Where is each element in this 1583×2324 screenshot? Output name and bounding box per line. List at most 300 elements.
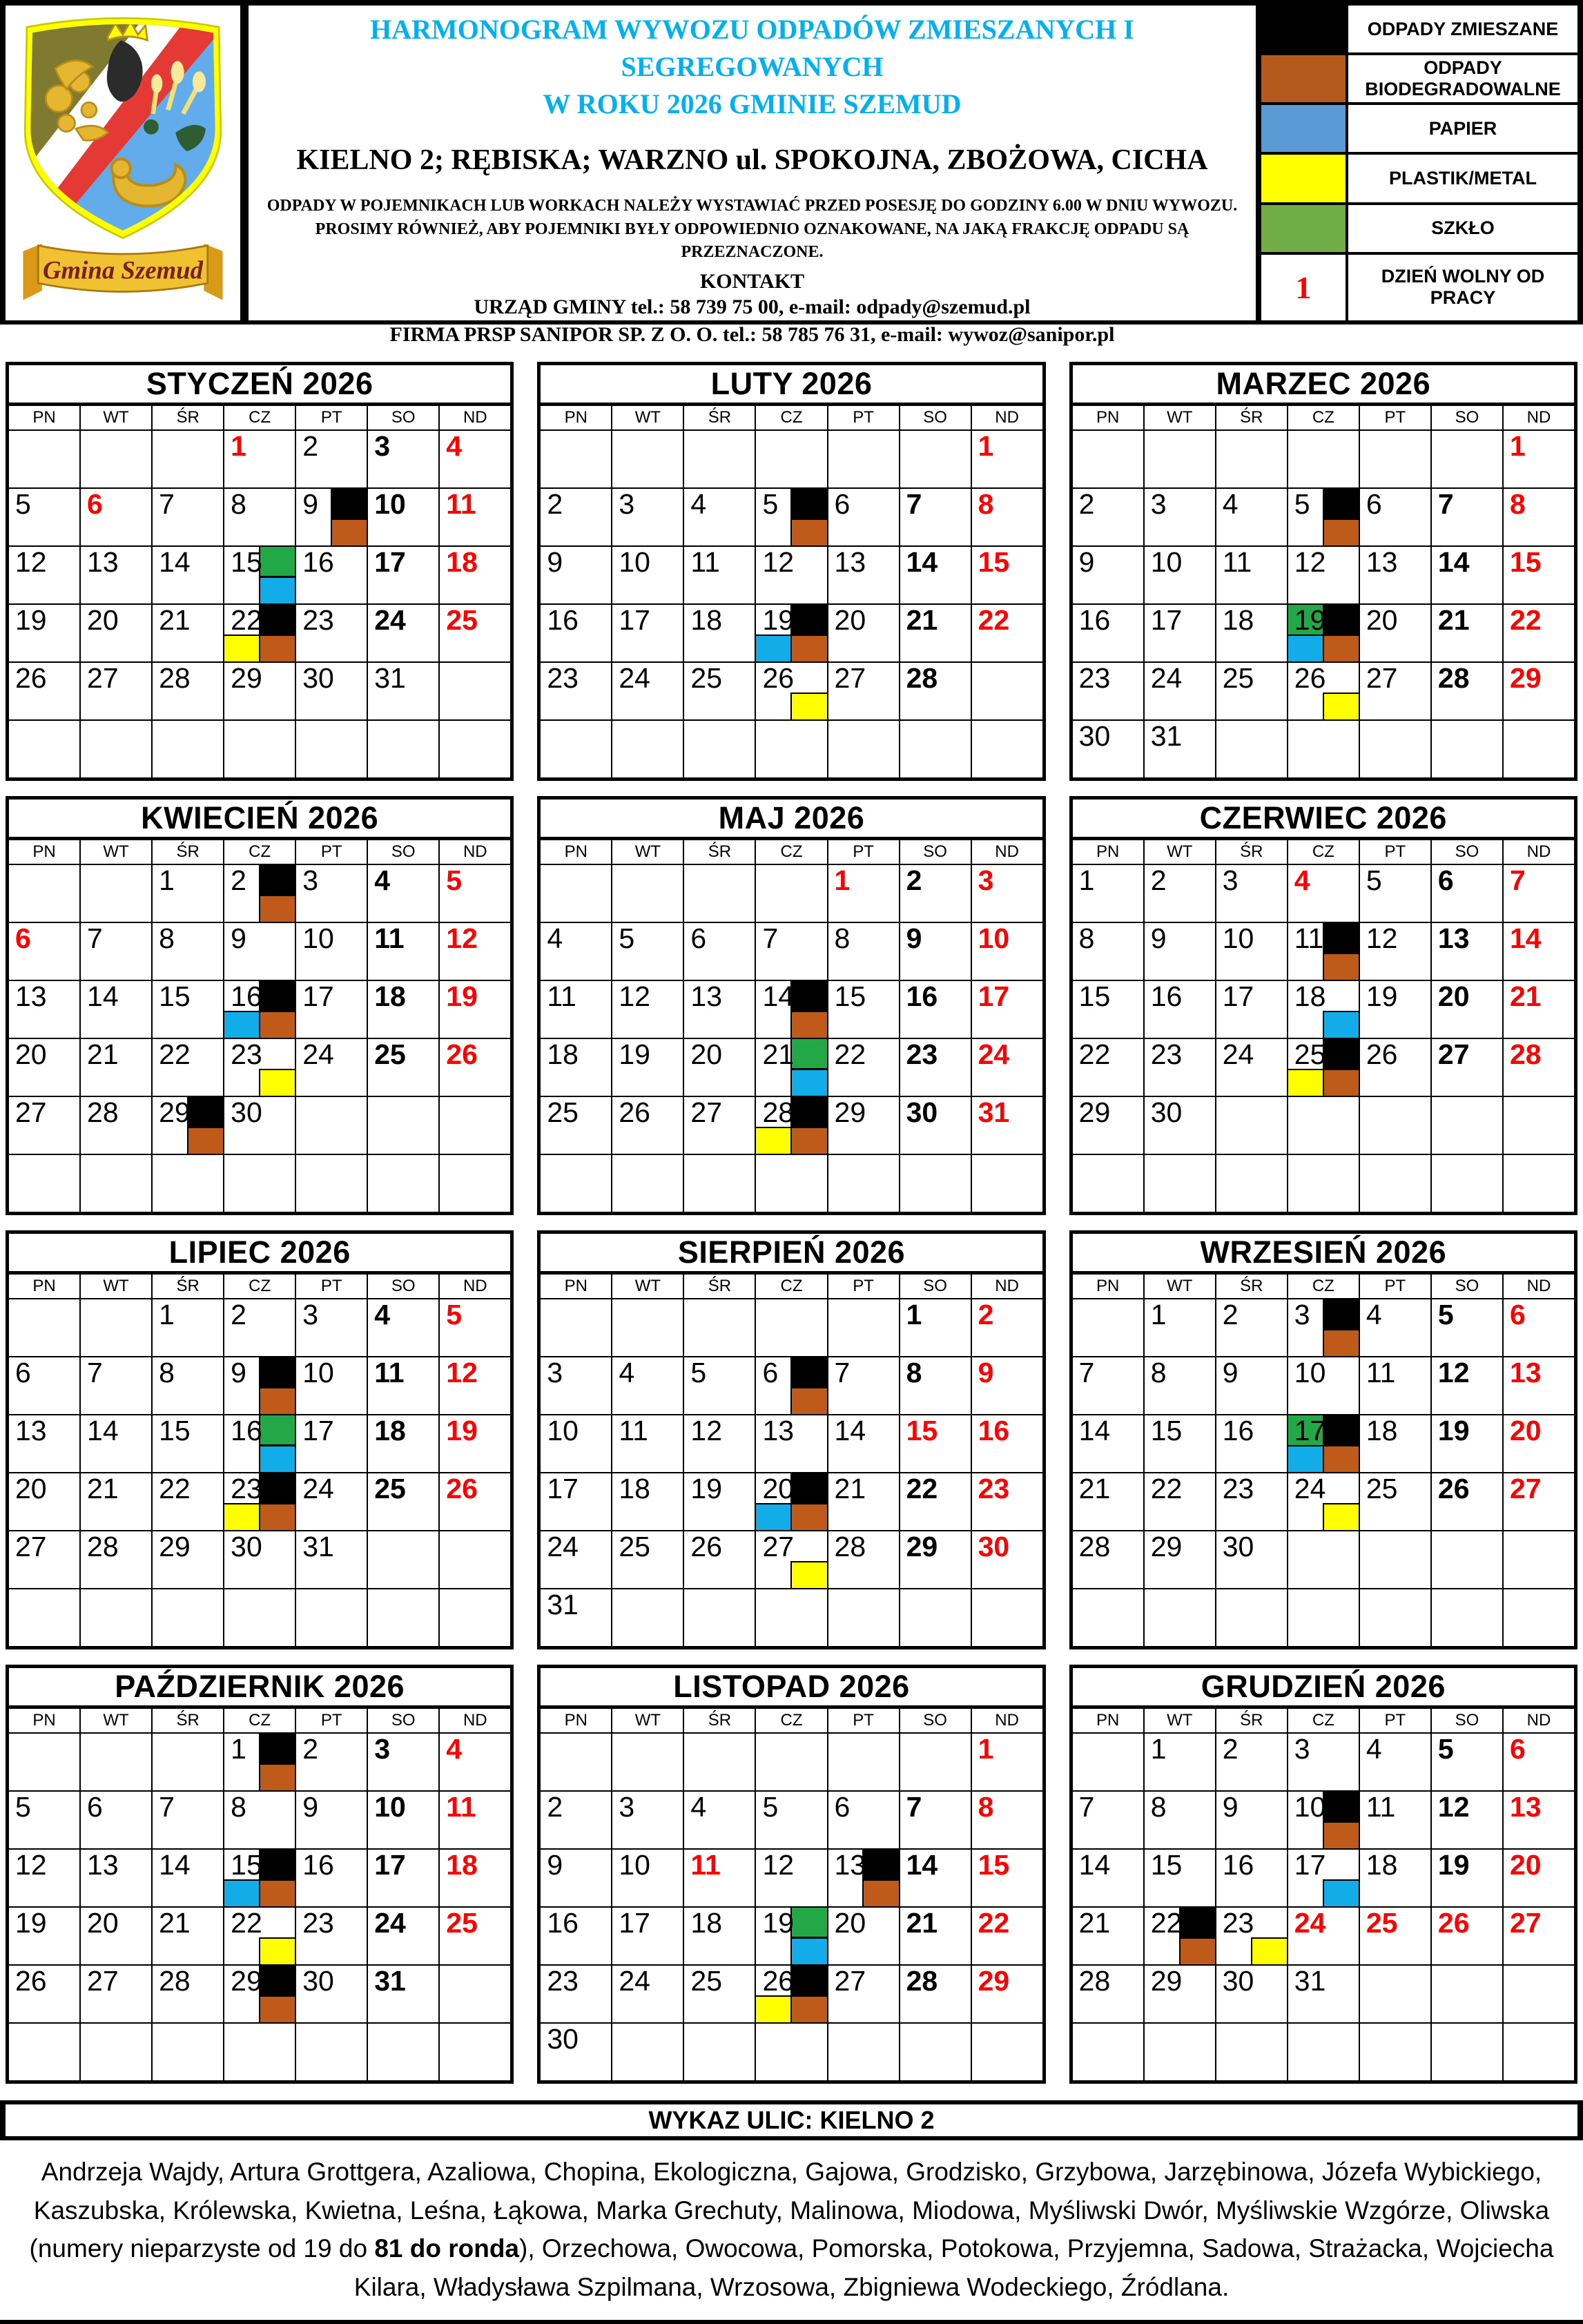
day-of-week-header: ŚR xyxy=(684,1709,755,1732)
month-5 xyxy=(1069,796,1577,1215)
day-number: 29 xyxy=(1078,1096,1111,1128)
day-cell xyxy=(756,1473,826,1530)
day-cell xyxy=(153,1850,223,1906)
day-cell xyxy=(1504,547,1574,603)
day-number: 4 xyxy=(446,430,463,462)
day-cell xyxy=(1288,1299,1359,1356)
day-number: 3 xyxy=(978,864,994,896)
day-number: 12 xyxy=(1294,546,1326,578)
day-cell xyxy=(224,923,295,980)
day-cell xyxy=(756,1850,826,1906)
day-cell xyxy=(81,1850,151,1906)
day-number: 7 xyxy=(906,1791,922,1823)
day-cell xyxy=(1360,865,1430,922)
day-number: 7 xyxy=(1437,488,1454,520)
month-6 xyxy=(6,1230,514,1649)
day-number: 17 xyxy=(547,1473,579,1504)
month-7 xyxy=(537,1230,1045,1649)
day-cell xyxy=(1073,431,1143,487)
day-cell xyxy=(1360,1039,1430,1096)
pickup-marker-brown xyxy=(790,1387,828,1415)
day-number: 21 xyxy=(87,1473,119,1504)
day-number: 7 xyxy=(87,922,103,954)
pickup-marker-brown xyxy=(1323,519,1360,547)
pickup-marker-black xyxy=(259,1848,296,1880)
day-cell xyxy=(368,1415,438,1472)
month-10 xyxy=(537,1665,1045,2084)
pickup-marker-blue xyxy=(1287,635,1324,663)
pickup-marker-brown xyxy=(1323,953,1360,981)
day-cell xyxy=(1360,1850,1430,1906)
day-cell xyxy=(1504,1734,1574,1790)
day-number: 31 xyxy=(978,1096,1010,1128)
day-number: 29 xyxy=(231,662,262,694)
day-number: 28 xyxy=(1078,1965,1111,1997)
day-number: 8 xyxy=(1150,1357,1167,1388)
day-number: 26 xyxy=(1294,662,1326,694)
day-cell xyxy=(684,721,755,777)
day-number: 24 xyxy=(1294,1473,1326,1504)
day-cell xyxy=(828,1792,899,1848)
pickup-marker-black xyxy=(1323,1298,1360,1330)
day-number: 4 xyxy=(446,1733,463,1765)
day-number: 21 xyxy=(762,1038,795,1070)
day-cell xyxy=(541,1589,611,1646)
day-cell xyxy=(1073,1531,1143,1588)
day-number: 1 xyxy=(834,864,851,896)
day-number: 24 xyxy=(1294,1907,1326,1939)
day-cell xyxy=(1073,1097,1143,1154)
day-number: 22 xyxy=(906,1473,938,1504)
day-cell xyxy=(1432,1792,1502,1848)
day-cell xyxy=(900,1357,971,1414)
day-cell xyxy=(541,1039,611,1096)
day-number: 1 xyxy=(1078,864,1095,896)
day-number: 14 xyxy=(1078,1849,1111,1881)
day-number: 15 xyxy=(231,546,262,578)
day-cell xyxy=(368,547,438,603)
pickup-marker-brown xyxy=(790,1127,828,1155)
day-cell xyxy=(1504,1415,1574,1472)
day-number: 7 xyxy=(1078,1357,1095,1388)
day-cell xyxy=(1504,1531,1574,1588)
day-cell xyxy=(612,1097,683,1154)
day-number: 24 xyxy=(619,662,650,694)
page-title-line2: W ROKU 2026 GMINIE SZEMUD xyxy=(543,88,962,119)
day-of-week-header: CZ xyxy=(756,406,826,429)
day-cell xyxy=(1432,605,1502,661)
day-cell xyxy=(828,489,899,545)
day-cell xyxy=(224,1531,295,1588)
day-cell xyxy=(296,923,367,980)
day-number: 10 xyxy=(619,1849,650,1881)
month-title: GRUDZIEŃ 2026 xyxy=(1073,1668,1574,1709)
day-cell xyxy=(81,1415,151,1472)
day-number: 23 xyxy=(1222,1473,1254,1504)
day-cell xyxy=(81,1734,151,1790)
day-number: 26 xyxy=(762,1965,795,1997)
day-number: 11 xyxy=(1294,922,1324,954)
day-cell xyxy=(368,1299,438,1356)
day-of-week-header: ŚR xyxy=(1216,406,1287,429)
day-cell xyxy=(1073,1473,1143,1530)
day-cell xyxy=(900,547,971,603)
day-cell xyxy=(1145,981,1215,1038)
day-number: 6 xyxy=(1509,1299,1526,1330)
day-cell xyxy=(296,1299,367,1356)
day-number: 14 xyxy=(762,980,795,1012)
day-cell xyxy=(900,1097,971,1154)
day-cell xyxy=(440,721,510,777)
day-of-week-header: PT xyxy=(1360,840,1430,864)
day-of-week-header: WT xyxy=(81,406,151,429)
day-cell xyxy=(1360,431,1430,487)
day-cell xyxy=(81,663,151,719)
pickup-marker-blue xyxy=(790,1937,828,1966)
day-cell xyxy=(153,1531,223,1588)
month-grid xyxy=(1073,406,1574,777)
day-of-week-header: PN xyxy=(541,1275,611,1298)
day-number: 14 xyxy=(1078,1415,1111,1446)
day-cell xyxy=(1504,2024,1574,2080)
day-number: 16 xyxy=(1222,1415,1254,1446)
pickup-marker-blue xyxy=(1323,1879,1360,1908)
day-of-week-header: PT xyxy=(296,406,367,429)
day-of-week-header: ND xyxy=(440,840,510,864)
day-number: 9 xyxy=(302,1791,318,1823)
day-cell xyxy=(972,1155,1042,1212)
day-number: 3 xyxy=(302,864,318,896)
day-cell xyxy=(1216,1299,1287,1356)
day-cell xyxy=(153,605,223,661)
day-cell xyxy=(756,605,826,661)
day-number: 23 xyxy=(1222,1907,1254,1939)
day-number: 24 xyxy=(619,1965,650,1997)
pickup-marker-black xyxy=(1323,603,1360,635)
day-number: 19 xyxy=(762,1907,795,1939)
day-cell xyxy=(684,489,755,545)
day-cell xyxy=(1432,489,1502,545)
day-cell xyxy=(224,1473,295,1530)
month-title: MARZEC 2026 xyxy=(1073,365,1574,406)
day-cell xyxy=(972,605,1042,661)
day-cell xyxy=(1360,1908,1430,1964)
day-number: 1 xyxy=(231,430,246,462)
day-cell xyxy=(756,721,826,777)
day-cell xyxy=(9,431,79,487)
day-cell xyxy=(612,1155,683,1212)
day-cell xyxy=(1216,1908,1287,1964)
day-cell xyxy=(9,981,79,1038)
day-cell xyxy=(81,1097,151,1154)
day-cell xyxy=(972,865,1042,922)
day-cell xyxy=(1360,605,1430,661)
day-of-week-header: ŚR xyxy=(153,840,223,864)
day-number: 18 xyxy=(446,1849,478,1881)
month-0 xyxy=(6,362,514,781)
day-number: 10 xyxy=(619,546,650,578)
day-number: 7 xyxy=(87,1357,103,1388)
legend-label: ODPADY ZMIESZANE xyxy=(1367,18,1559,39)
day-cell xyxy=(368,1473,438,1530)
day-number: 13 xyxy=(87,1849,119,1881)
day-cell xyxy=(1073,1415,1143,1472)
day-cell xyxy=(828,1299,899,1356)
day-number: 16 xyxy=(1078,604,1111,636)
street-list-text-after: ), Orzechowa, Owocowa, Pomorska, Potokowa, Przyjemna, Sadowa, Strażacka, Wojciecha Kilara, Władysława Szpilmana, Wrzosowa, Zbigniewa Wodeckiego, Źródlana. xyxy=(353,2234,1554,2301)
day-cell xyxy=(1145,1155,1215,1212)
day-cell xyxy=(440,923,510,980)
day-number: 15 xyxy=(978,1849,1010,1881)
day-cell xyxy=(1360,1097,1430,1154)
day-number: 25 xyxy=(1294,1038,1326,1070)
day-cell xyxy=(684,2024,755,2080)
day-of-week-header: PN xyxy=(1073,1709,1143,1732)
pickup-marker-black xyxy=(790,980,828,1011)
day-of-week-header: CZ xyxy=(756,1275,826,1298)
month-title: CZERWIEC 2026 xyxy=(1073,800,1574,840)
day-number: 5 xyxy=(446,1299,463,1330)
month-9 xyxy=(6,1665,514,2084)
day-number: 1 xyxy=(231,1733,246,1765)
day-cell xyxy=(828,1908,899,1964)
day-cell xyxy=(296,489,367,545)
day-cell xyxy=(1216,1734,1287,1790)
day-cell xyxy=(440,981,510,1038)
day-cell xyxy=(828,1589,899,1646)
day-cell xyxy=(684,1850,755,1906)
day-number: 13 xyxy=(1509,1791,1542,1823)
day-number: 11 xyxy=(690,546,720,578)
day-cell xyxy=(368,605,438,661)
day-cell xyxy=(756,865,826,922)
day-cell xyxy=(81,2024,151,2080)
day-cell xyxy=(828,1357,899,1414)
day-number: 7 xyxy=(1078,1791,1095,1823)
day-cell xyxy=(541,1531,611,1588)
day-cell xyxy=(1216,1155,1287,1212)
day-cell xyxy=(1073,1039,1143,1096)
day-number: 30 xyxy=(978,1531,1010,1562)
day-cell xyxy=(1073,663,1143,719)
day-cell xyxy=(612,431,683,487)
day-cell xyxy=(1145,1299,1215,1356)
day-cell xyxy=(1432,1357,1502,1414)
day-of-week-header: ŚR xyxy=(684,1275,755,1298)
pickup-marker-black xyxy=(259,1356,296,1388)
day-number: 13 xyxy=(1437,922,1470,954)
day-cell xyxy=(9,605,79,661)
day-cell xyxy=(900,1908,971,1964)
day-number: 2 xyxy=(231,1299,246,1330)
day-of-week-header: ND xyxy=(1504,1709,1574,1732)
day-number: 17 xyxy=(374,546,406,578)
day-number: 12 xyxy=(690,1415,723,1446)
pickup-marker-black xyxy=(790,1356,828,1388)
day-number: 23 xyxy=(978,1473,1010,1504)
day-cell xyxy=(1432,1097,1502,1154)
day-number: 1 xyxy=(159,864,175,896)
pickup-marker-green xyxy=(790,1038,828,1069)
legend-row-1 xyxy=(1261,55,1577,105)
day-cell xyxy=(684,1734,755,1790)
day-number: 28 xyxy=(87,1531,119,1562)
day-number: 13 xyxy=(1366,546,1398,578)
day-number: 16 xyxy=(231,980,262,1012)
day-number: 7 xyxy=(1509,864,1526,896)
day-cell xyxy=(224,2024,295,2080)
day-number: 15 xyxy=(978,546,1010,578)
day-of-week-header: SO xyxy=(1432,1275,1502,1298)
legend-row-2 xyxy=(1261,105,1577,155)
day-cell xyxy=(1216,1473,1287,1530)
day-number: 18 xyxy=(690,1907,723,1939)
day-cell xyxy=(541,1966,611,2022)
day-cell xyxy=(900,1589,971,1646)
day-cell xyxy=(1216,1792,1287,1848)
footer xyxy=(0,2100,1583,2324)
day-cell xyxy=(368,663,438,719)
day-cell xyxy=(756,663,826,719)
day-number: 22 xyxy=(978,1907,1010,1939)
day-cell xyxy=(828,721,899,777)
legend-holiday-symbol: 1 xyxy=(1261,255,1348,320)
day-cell xyxy=(828,1415,899,1472)
day-cell xyxy=(684,1155,755,1212)
day-number: 13 xyxy=(834,546,866,578)
day-cell xyxy=(541,1792,611,1848)
day-cell xyxy=(1432,663,1502,719)
day-number: 1 xyxy=(906,1299,922,1330)
day-number: 31 xyxy=(1294,1965,1326,1997)
pickup-marker-green xyxy=(259,545,296,577)
day-cell xyxy=(1073,605,1143,661)
day-number: 10 xyxy=(1294,1791,1326,1823)
day-cell xyxy=(541,1357,611,1414)
day-cell xyxy=(1360,2024,1430,2080)
day-number: 7 xyxy=(159,1791,175,1823)
month-grid xyxy=(541,1709,1042,2080)
contact-line-firma: FIRMA PRSP SANIPOR SP. Z O. O. tel.: 58 785 76 31, e-mail: wywoz@sanipor.pl xyxy=(389,323,1115,347)
day-cell xyxy=(1432,431,1502,487)
day-cell xyxy=(296,1908,367,1964)
day-cell xyxy=(153,865,223,922)
pickup-marker-black xyxy=(1179,1906,1216,1938)
month-grid xyxy=(1073,840,1574,1212)
day-cell xyxy=(684,1299,755,1356)
day-cell xyxy=(612,1415,683,1472)
day-cell xyxy=(1073,1357,1143,1414)
day-of-week-header: PT xyxy=(1360,406,1430,429)
day-cell xyxy=(1216,923,1287,980)
day-number: 10 xyxy=(1294,1357,1326,1388)
day-number: 25 xyxy=(446,1907,478,1939)
day-number: 2 xyxy=(1078,488,1095,520)
day-of-week-header: SO xyxy=(900,1275,971,1298)
day-cell xyxy=(1432,865,1502,922)
day-cell xyxy=(81,1299,151,1356)
day-cell xyxy=(153,1299,223,1356)
day-cell xyxy=(972,489,1042,545)
day-number: 20 xyxy=(834,1907,866,1939)
day-cell xyxy=(1360,721,1430,777)
day-cell xyxy=(541,1850,611,1906)
day-of-week-header: PT xyxy=(296,1709,367,1732)
day-cell xyxy=(9,1792,79,1848)
day-number: 21 xyxy=(1437,604,1470,636)
day-cell xyxy=(296,431,367,487)
day-cell xyxy=(612,2024,683,2080)
day-number: 22 xyxy=(231,1907,262,1939)
day-number: 6 xyxy=(87,1791,103,1823)
day-number: 15 xyxy=(1509,546,1542,578)
day-number: 18 xyxy=(1366,1415,1398,1446)
day-number: 29 xyxy=(906,1531,938,1562)
day-cell xyxy=(1432,721,1502,777)
header xyxy=(0,0,1583,347)
day-number: 27 xyxy=(1437,1038,1470,1070)
month-title: STYCZEŃ 2026 xyxy=(9,365,510,406)
day-number: 25 xyxy=(547,1096,579,1128)
pickup-marker-blue xyxy=(755,1503,792,1531)
day-cell xyxy=(224,431,295,487)
day-cell xyxy=(224,1908,295,1964)
day-cell xyxy=(828,547,899,603)
day-cell xyxy=(81,431,151,487)
day-number: 8 xyxy=(231,1791,246,1823)
day-number: 10 xyxy=(374,1791,406,1823)
day-number: 22 xyxy=(231,604,262,636)
waste-type-legend xyxy=(1256,6,1577,320)
day-cell xyxy=(1360,1734,1430,1790)
day-cell xyxy=(81,1039,151,1096)
day-cell xyxy=(900,1531,971,1588)
day-cell xyxy=(1288,605,1359,661)
day-cell xyxy=(541,1908,611,1964)
day-cell xyxy=(972,431,1042,487)
day-number: 4 xyxy=(690,1791,707,1823)
day-cell xyxy=(368,1734,438,1790)
day-number: 26 xyxy=(446,1038,478,1070)
day-cell xyxy=(900,605,971,661)
day-cell xyxy=(1073,547,1143,603)
day-number: 12 xyxy=(619,980,650,1012)
day-cell xyxy=(1432,981,1502,1038)
day-cell xyxy=(684,1966,755,2022)
day-cell xyxy=(296,1097,367,1154)
pickup-marker-brown xyxy=(1323,1329,1360,1357)
day-cell xyxy=(81,721,151,777)
day-cell xyxy=(756,1097,826,1154)
day-of-week-header: ND xyxy=(972,1709,1042,1732)
day-number: 14 xyxy=(159,1849,191,1881)
day-of-week-header: PT xyxy=(828,1275,899,1298)
day-cell xyxy=(1288,663,1359,719)
day-cell xyxy=(900,1792,971,1848)
day-cell xyxy=(1145,721,1215,777)
pickup-marker-brown xyxy=(187,1127,224,1155)
day-of-week-header: ŚR xyxy=(1216,1709,1287,1732)
day-number: 21 xyxy=(159,604,191,636)
day-cell xyxy=(972,923,1042,980)
day-number: 4 xyxy=(1222,488,1239,520)
day-number: 6 xyxy=(690,922,707,954)
day-cell xyxy=(296,1792,367,1848)
day-number: 17 xyxy=(1294,1849,1326,1881)
day-cell xyxy=(368,1357,438,1414)
day-cell xyxy=(440,1155,510,1212)
day-cell xyxy=(296,2024,367,2080)
